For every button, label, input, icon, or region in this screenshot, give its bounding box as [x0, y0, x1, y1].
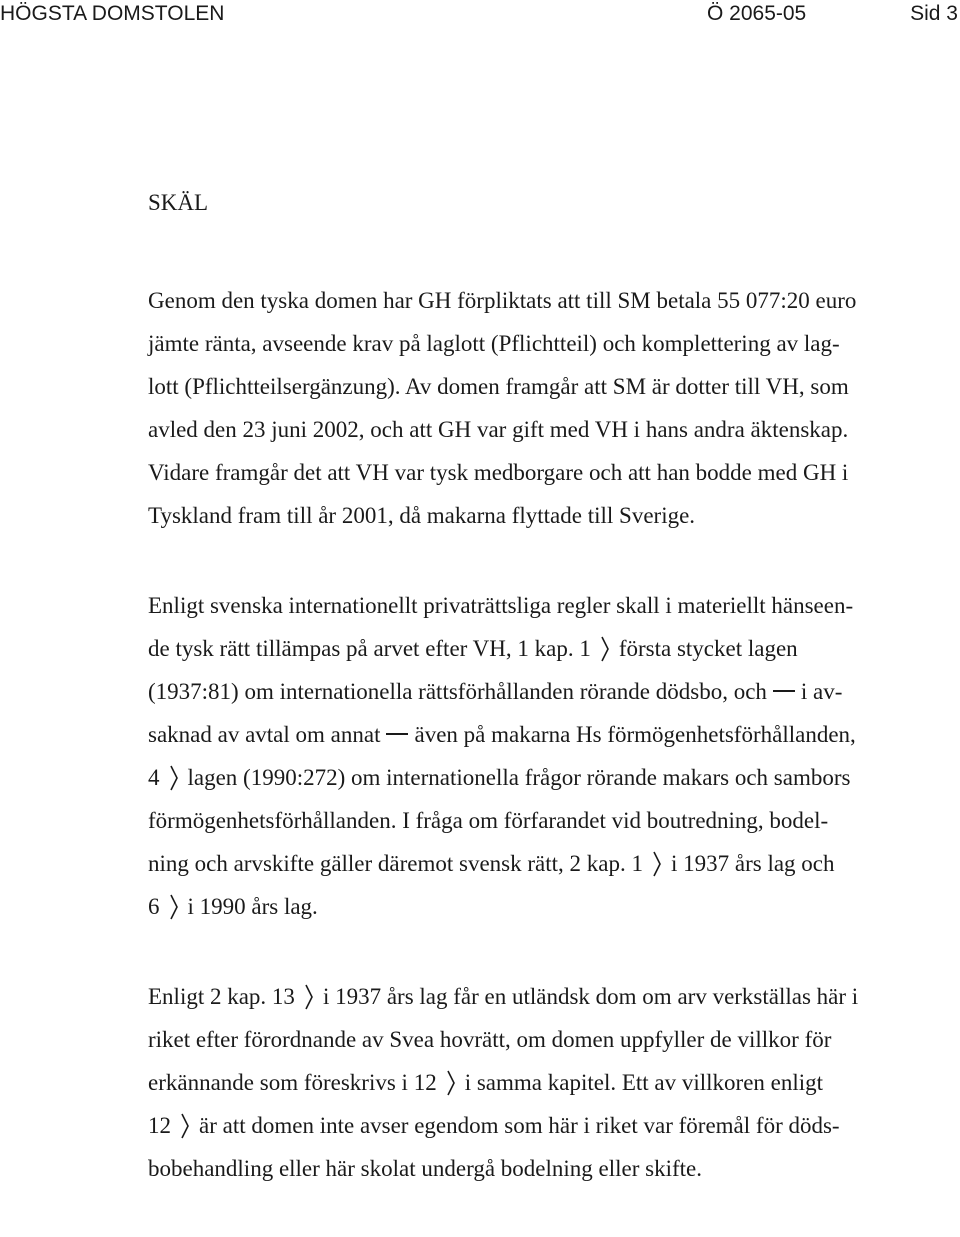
- section-sign-icon: [167, 756, 181, 799]
- text-run: i 1990 års lag.: [187, 894, 318, 919]
- text-run: (1937:81) om internationella rättsförhållanden rörande dödsbo, och: [148, 679, 767, 704]
- text-run: Enligt 2 kap. 13: [148, 984, 295, 1009]
- text-line: [148, 756, 960, 799]
- text-line: lott (Pflichtteilsergänzung). Av domen framgår att SM är dotter till VH, som: [148, 374, 849, 399]
- text-run: 4: [148, 765, 160, 790]
- paragraph-2: [148, 584, 960, 928]
- dash-icon: [386, 733, 408, 735]
- text-run: i 1937 års lag och: [671, 851, 835, 876]
- dash-icon: [773, 690, 795, 692]
- text-line: [148, 670, 960, 713]
- text-line: [148, 713, 960, 756]
- section-sign-icon: [444, 1061, 458, 1104]
- text-line: [148, 842, 960, 885]
- text-line: [148, 885, 960, 928]
- section-heading: SKÄL: [148, 190, 209, 215]
- text-line: riket efter förordnande av Svea hovrätt, om domen uppfyller de villkor för: [148, 1027, 832, 1052]
- page-header: [0, 0, 960, 30]
- document-body: [148, 182, 960, 1237]
- text-line: Vidare framgår det att VH var tysk medborgare och att han bodde med GH i: [148, 460, 849, 485]
- text-line: [148, 975, 960, 1018]
- text-run: ning och arvskifte gäller däremot svensk rätt, 2 kap. 1: [148, 851, 643, 876]
- text-line: [148, 1104, 960, 1147]
- text-run: i av-: [800, 679, 843, 704]
- text-run: de tysk rätt tillämpas på arvet efter VH, 1 kap. 1: [148, 636, 591, 661]
- text-line: [148, 1061, 960, 1104]
- text-line: jämte ränta, avseende krav på laglott (Pflichtteil) och komplettering av lag-: [148, 331, 840, 356]
- section-sign-icon: [167, 885, 181, 928]
- section-sign-icon: [598, 627, 612, 670]
- text-run: är att domen inte avser egendom som här i riket var föremål för döds-: [199, 1113, 840, 1138]
- text-run: 12: [148, 1113, 171, 1138]
- text-line: avled den 23 juni 2002, och att GH var gift med VH i hans andra äktenskap.: [148, 417, 849, 442]
- court-name: HÖGSTA DOMSTOLEN: [0, 2, 225, 25]
- text-line: förmögenhetsförhållanden. I fråga om förfarandet vid boutredning, bodel-: [148, 808, 829, 833]
- page-number: Sid 3: [910, 2, 958, 25]
- section-sign-icon: [178, 1104, 192, 1147]
- text-line: Genom den tyska domen har GH förpliktats att till SM betala 55 077:20 euro: [148, 288, 857, 313]
- text-line: Enligt svenska internationellt privaträttsliga regler skall i materiellt hänseen-: [148, 593, 854, 618]
- section-sign-icon: [650, 842, 664, 885]
- case-number: Ö 2065-05: [707, 2, 807, 25]
- text-line: Tyskland fram till år 2001, då makarna flyttade till Sverige.: [148, 503, 696, 528]
- text-run: saknad av avtal om annat: [148, 722, 381, 747]
- text-run: första stycket lagen: [618, 636, 798, 661]
- text-run: erkännande som föreskrivs i 12: [148, 1070, 437, 1095]
- text-run: lagen (1990:272) om internationella frågor rörande makars och sambors: [187, 765, 851, 790]
- text-run: i samma kapitel. Ett av villkoren enligt: [464, 1070, 824, 1095]
- text-run: även på makarna Hs förmögenhetsförhållanden,: [414, 722, 856, 747]
- text-run: 6: [148, 894, 160, 919]
- text-line: bobehandling eller här skolat undergå bodelning eller skifte.: [148, 1156, 702, 1181]
- text-run: i 1937 års lag får en utländsk dom om arv verkställas här i: [322, 984, 859, 1009]
- paragraph-3: [148, 975, 960, 1190]
- section-sign-icon: [302, 975, 316, 1018]
- paragraph-1: [148, 279, 960, 537]
- text-line: [148, 627, 960, 670]
